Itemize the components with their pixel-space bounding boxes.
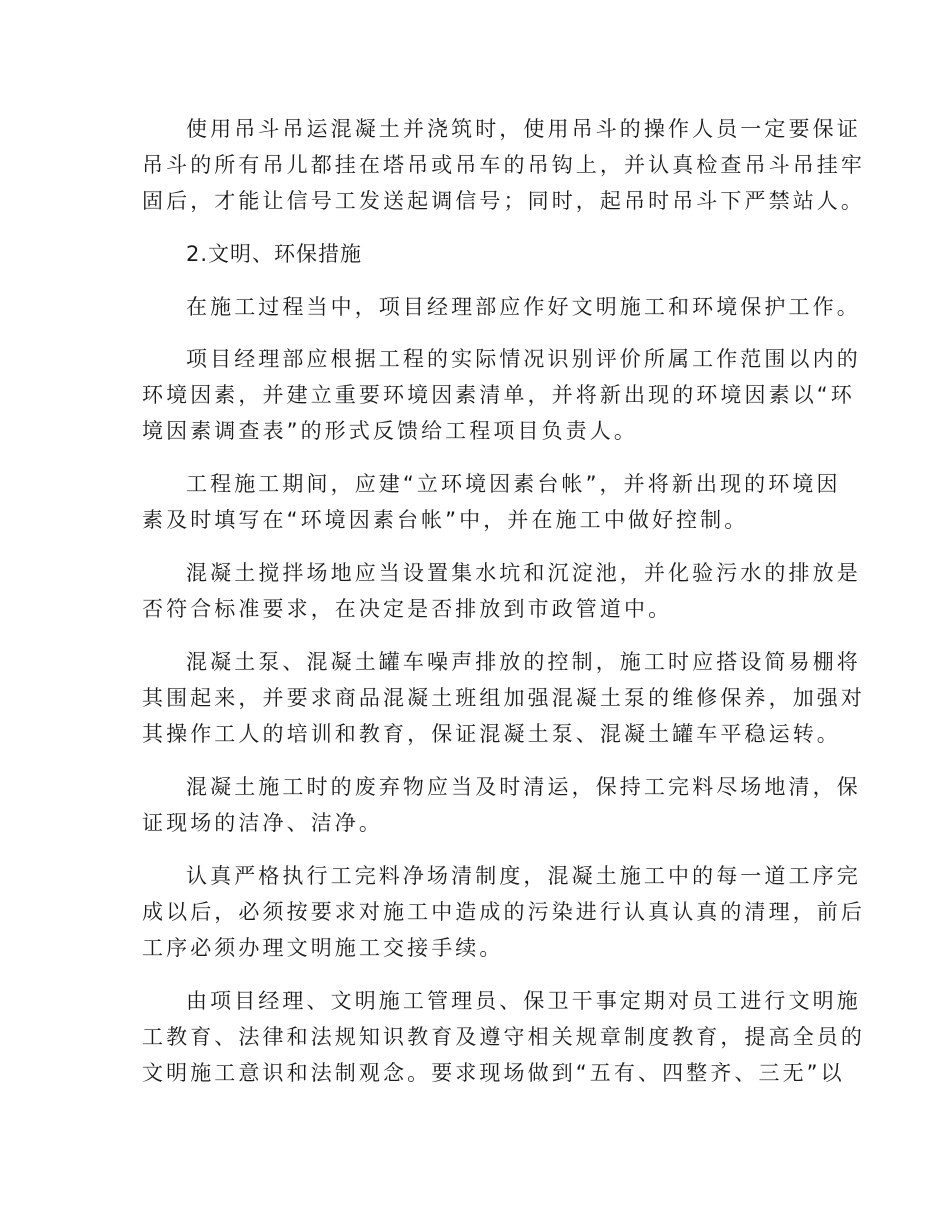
paragraph-line: 证现场的洁净、洁净。 xyxy=(142,811,383,835)
paragraph-line: 其围起来，并要求商品混凝土班组加强混凝土泵的维修保养，加强对 xyxy=(142,686,865,710)
paragraph-line: 混凝土施工时的废弃物应当及时清运，保持工完料尽场地清，保 xyxy=(186,775,861,799)
paragraph-line: 成以后，必须按要求对施工中造成的污染进行认真认真的清理，前后 xyxy=(142,900,865,924)
paragraph-line: 工序必须办理文明施工交接手续。 xyxy=(142,936,504,960)
paragraph-line: 工教育、法律和法规知识教育及遵守相关规章制度教育，提高全员的 xyxy=(142,1025,865,1049)
paragraph-line: 由项目经理、文明施工管理员、保卫干事定期对员工进行文明施 xyxy=(186,989,861,1013)
paragraph-line: 认真严格执行工完料净场清制度，混凝土施工中的每一道工序完 xyxy=(186,864,861,888)
paragraph-line: 使用吊斗吊运混凝土并浇筑时，使用吊斗的操作人员一定要保证 xyxy=(186,117,861,141)
paragraph-line: 固后，才能让信号工发送起调信号；同时，起吊时吊斗下严禁站人。 xyxy=(142,189,865,213)
paragraph-line: 环境因素，并建立重要环境因素清单，并将新出现的环境因素以“环 xyxy=(142,383,855,407)
paragraph-line: 吊斗的所有吊儿都挂在塔吊或吊车的吊钩上，并认真检查吊斗吊挂牢 xyxy=(142,153,865,177)
paragraph-line: 混凝土泵、混凝土罐车噪声排放的控制，施工时应搭设简易棚将 xyxy=(186,650,861,674)
paragraph-line: 工程施工期间，应建“立环境因素台帐”，并将新出现的环境因 xyxy=(186,472,841,496)
section-heading: 2.文明、环保措施 xyxy=(186,242,363,266)
paragraph-line: 混凝土搅拌场地应当设置集水坑和沉淀池，并化验污水的排放是 xyxy=(186,561,861,585)
paragraph-line: 在施工过程当中，项目经理部应作好文明施工和环境保护工作。 xyxy=(186,295,861,319)
paragraph-line: 其操作工人的培训和教育，保证混凝土泵、混凝土罐车平稳运转。 xyxy=(142,722,841,746)
paragraph-line: 文明施工意识和法制观念。要求现场做到“五有、四整齐、三无”以 xyxy=(142,1061,845,1085)
paragraph-line: 项目经理部应根据工程的实际情况识别评价所属工作范围以内的 xyxy=(186,347,861,371)
paragraph-line: 否符合标准要求，在决定是否排放到市政管道中。 xyxy=(142,597,673,621)
paragraph-line: 素及时填写在“环境因素台帐”中，并在施工中做好控制。 xyxy=(142,508,749,532)
paragraph-line: 境因素调查表”的形式反馈给工程项目负责人。 xyxy=(142,419,638,443)
